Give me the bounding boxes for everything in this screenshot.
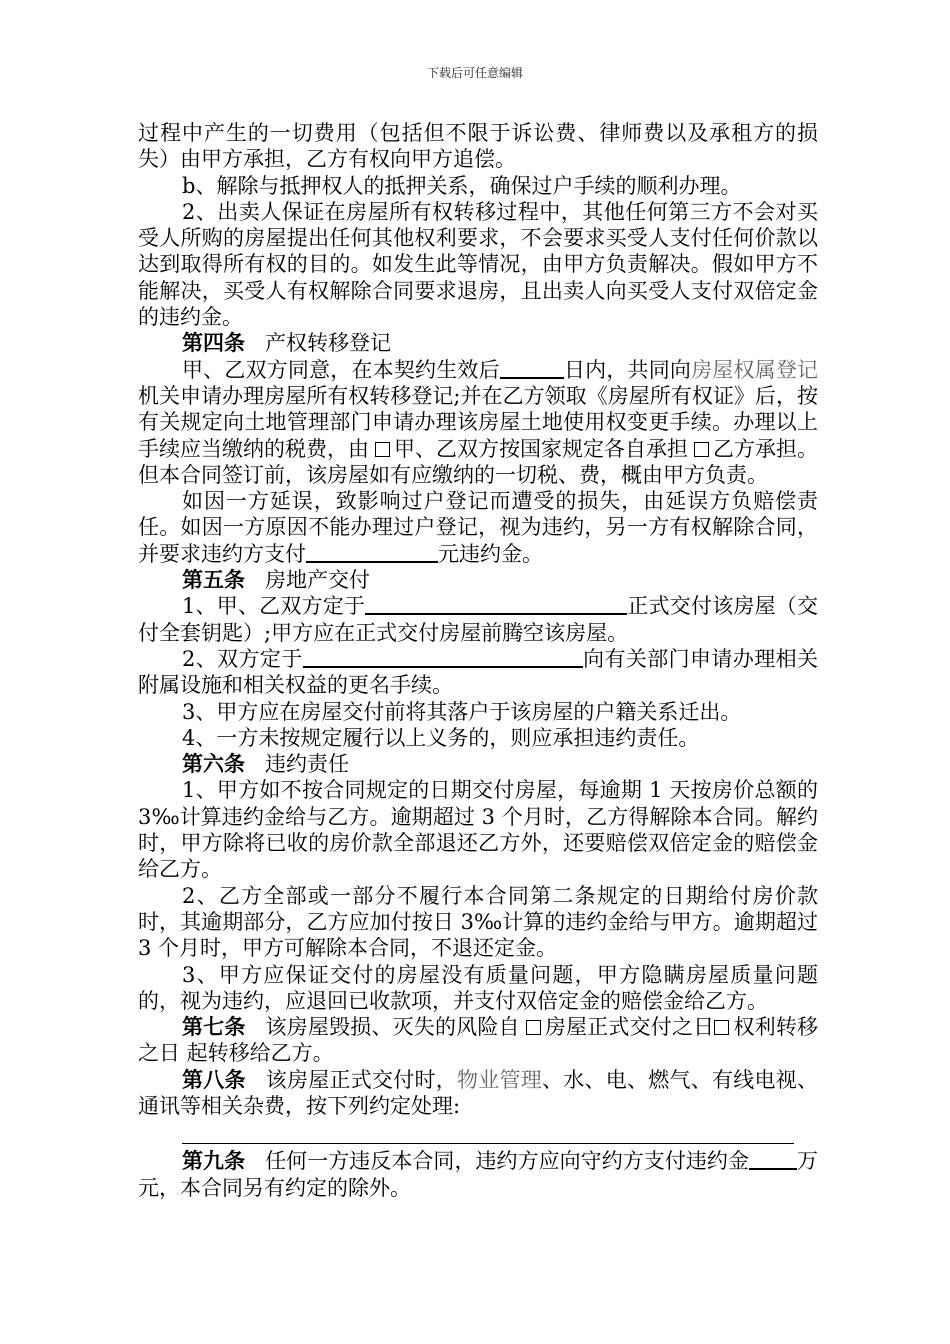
paragraph [138, 357, 818, 488]
text-run: 乙方承担。但本合同签订前，该房屋如有应缴纳的一切税、费，概由甲方负责。 [138, 436, 818, 487]
text-run: 日内，共同向 [563, 357, 692, 382]
text-run: 房屋正式交付之日 [544, 1015, 715, 1040]
article-label: 第四条 [182, 331, 245, 356]
article-label: 第五条 [182, 568, 245, 593]
blank-line[interactable] [182, 1125, 794, 1144]
text-run: 万元，本合同另有约定的除外。 [138, 1149, 819, 1200]
text-run: 该房屋正式交付时， [265, 1067, 457, 1092]
text-run: 正式交付该房屋（交付全套钥匙）;甲方应在正式交付房屋前腾空该房屋。 [138, 594, 818, 645]
blank-field[interactable] [365, 593, 627, 615]
checkbox[interactable] [375, 442, 390, 457]
text-run: 元违约金。 [438, 541, 543, 566]
article-6-heading [138, 751, 818, 777]
paragraph: 1、甲方如不按合同规定的日期交付房屋，每逾期 1 天按房价总额的 3‰计算违约金给与乙方。逾期超过 3 个月时，乙方得解除本合同。解约时，甲方除将已收的房价款全部退还乙方外，还要赔偿双倍定金的赔偿金给乙方。 [138, 778, 818, 882]
checkbox[interactable] [714, 1020, 729, 1035]
blank-field[interactable] [303, 646, 583, 668]
paragraph [138, 593, 818, 646]
text-run: 2、双方定于 [182, 646, 303, 671]
article-label: 第八条 [182, 1067, 246, 1092]
article-7 [138, 1014, 818, 1067]
article-label: 第六条 [182, 752, 245, 777]
blank-field[interactable] [306, 541, 438, 563]
article-4-heading [138, 330, 818, 356]
checkbox[interactable] [694, 442, 709, 457]
text-run: 甲、乙双方同意，在本契约生效后 [182, 357, 500, 382]
article-8 [138, 1067, 818, 1120]
article-9 [138, 1148, 818, 1201]
text-run: 机关申请办理房屋所有权转移登记;并在乙方领取《房屋所有权证》后，按有关规定向土地管理部门申请办理该房屋土地使用权变更手续。办理以上手续应当缴纳的税费，由 [138, 383, 818, 461]
article-title: 违约责任 [265, 752, 349, 777]
paragraph: 2、乙方全部或一部分不履行本合同第二条规定的日期给付房价款时，其逾期部分，乙方应加付按日 3‰计算的违约金给与甲方。逾期超过 3 个月时，甲方可解除本合同，不退还定金。 [138, 883, 818, 961]
article-title: 房地产交付 [265, 568, 370, 593]
article-label: 第七条 [182, 1015, 246, 1040]
article-label: 第九条 [182, 1149, 246, 1174]
text-run: 、水、电、燃气、有线电视、通讯等相关杂费，按下列约定处理: [138, 1067, 818, 1118]
text-run: 如因一方延误，致影响过户登记而遭受的损失，由延误方负赔偿责任。如因一方原因不能办理过户登记，视为违约，另一方有权解除合同，并要求违约方支付 [138, 489, 818, 566]
link-text[interactable]: 房屋权属登记 [691, 357, 819, 382]
paragraph: 3、甲方应在房屋交付前将其落户于该房屋的户籍关系迁出。 [182, 699, 742, 724]
text-run: 任何一方违反本合同，违约方应向守约方支付违约金 [265, 1149, 749, 1174]
text-run: 权利转移之日 起转移给乙方。 [138, 1015, 819, 1066]
link-text[interactable]: 物业管理 [457, 1067, 542, 1092]
text-run: 向有关部门申请办理相关附属设施和相关权益的更名手续。 [138, 646, 818, 698]
article-5-heading [138, 567, 818, 593]
blank-field[interactable] [500, 357, 564, 379]
blank-field[interactable] [749, 1148, 797, 1170]
page-header: 下载后可任意编辑 [426, 66, 523, 80]
paragraph: 4、一方未按规定履行以上义务的，则应承担违约责任。 [182, 725, 700, 750]
text-run: 该房屋毁损、灭失的风险自 [265, 1015, 520, 1040]
paragraph [138, 646, 818, 699]
paragraph: 3、甲方应保证交付的房屋没有质量问题，甲方隐瞒房屋质量问题的，视为违约，应退回已收款项，并支付双倍定金的赔偿金给乙方。 [138, 962, 818, 1013]
paragraph: 过程中产生的一切费用（包括但不限于诉讼费、律师费以及承租方的损失）由甲方承担，乙方有权向甲方追偿。 [138, 121, 818, 172]
checkbox[interactable] [526, 1020, 541, 1035]
article-title: 产权转移登记 [265, 331, 391, 356]
text-run: 1、甲、乙双方定于 [182, 594, 366, 619]
paragraph [138, 488, 818, 567]
paragraph: 2、出卖人保证在房屋所有权转移过程中，其他任何第三方不会对买受人所购的房屋提出任何其他权利要求，不会要求买受人支付任何价款以达到取得所有权的目的。如发生此等情况，由甲方负责解决。假如甲方不能解决，买受人有权解除合同要求退房，且出卖人向买受人支付双倍定金的违约金。 [138, 199, 818, 330]
text-run: 甲、乙双方按国家规定各自承担 [394, 436, 688, 461]
document-body [138, 120, 818, 1201]
paragraph: b、解除与抵押权人的抵押关系，确保过户手续的顺利办理。 [182, 173, 742, 198]
